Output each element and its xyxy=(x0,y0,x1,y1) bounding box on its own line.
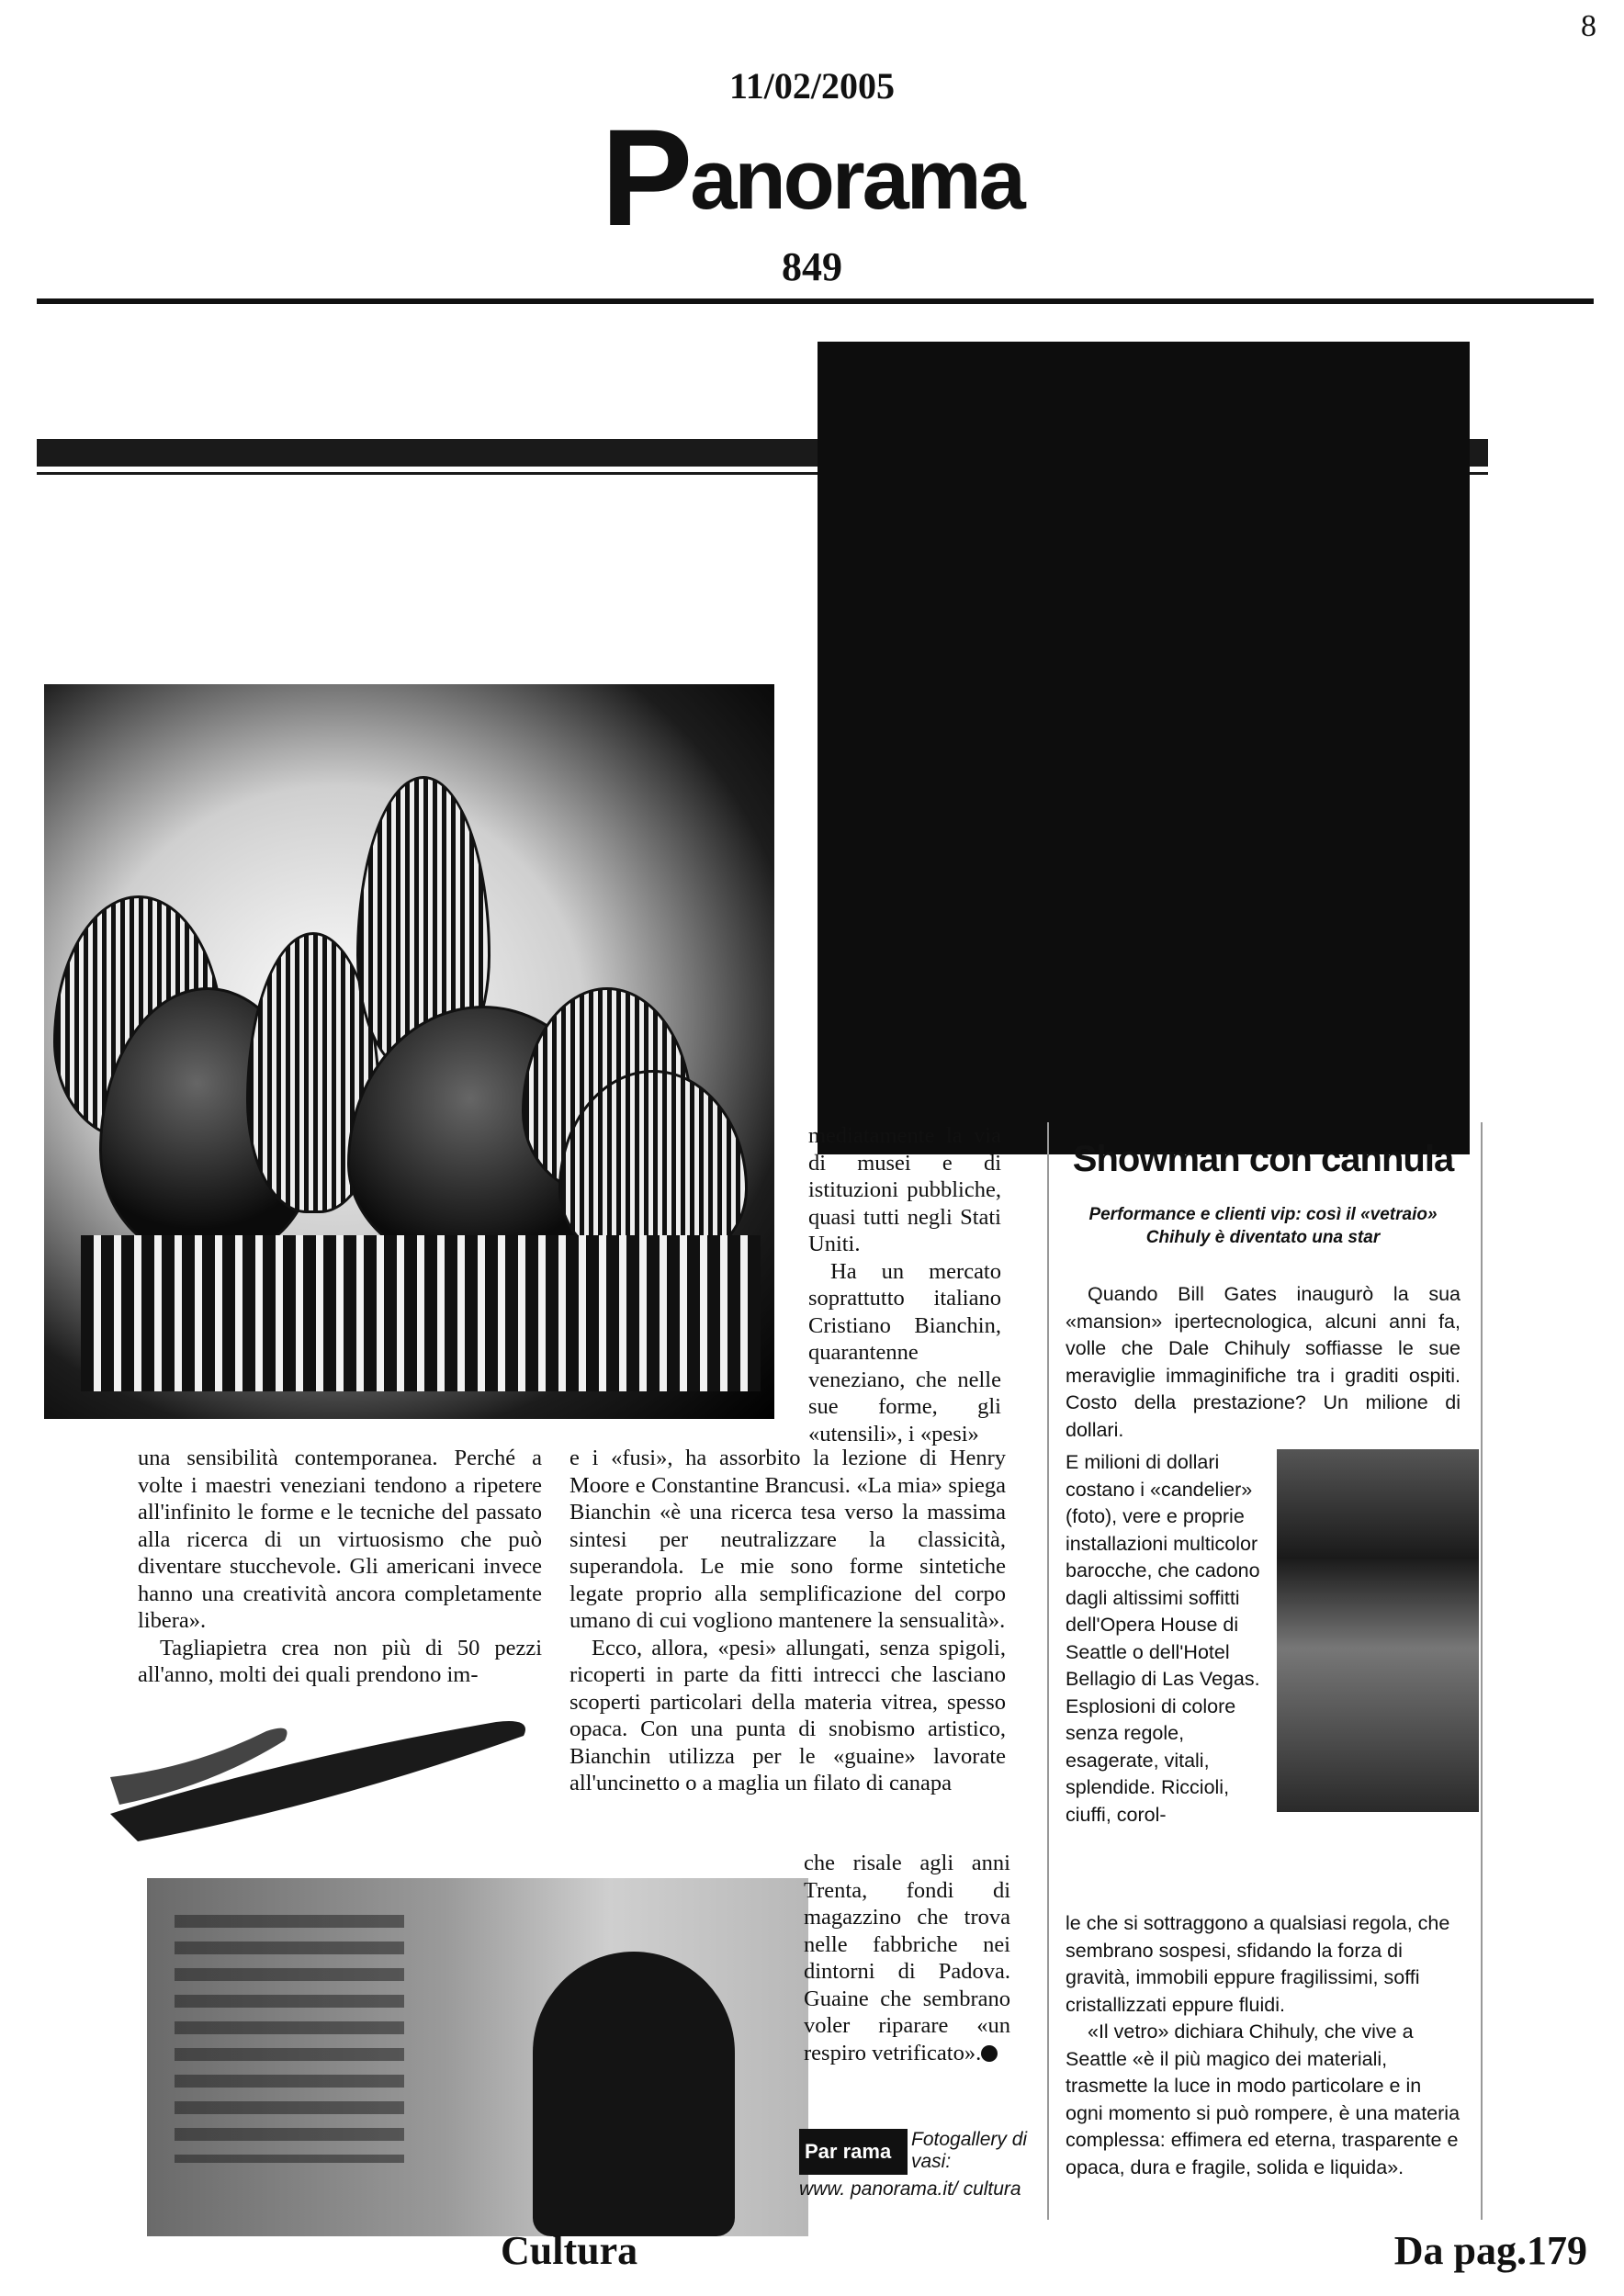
glass-object-illustration xyxy=(55,1704,570,1855)
logo-initial: P xyxy=(601,100,691,254)
glass-tool-photo xyxy=(55,1704,570,1855)
striped-vases-photo xyxy=(44,684,774,1419)
magazine-logo xyxy=(0,100,1624,254)
dark-vases-photo xyxy=(818,342,1470,1154)
paragraph: Tagliapietra crea non più di 50 pezzi all'anno, molti dei quali prendono im- xyxy=(138,1635,542,1687)
sidebar-paragraph xyxy=(1066,1281,1460,1444)
person-silhouette xyxy=(533,1952,735,2236)
photo-caption-blurred xyxy=(175,1915,404,2163)
sidebar-paragraph-narrow xyxy=(1066,1449,1263,1829)
logo-rest: anorama xyxy=(690,133,1023,227)
continued-from: Da pag.179 xyxy=(1393,2228,1587,2273)
paragraph: una sensibilità contemporanea. Perché a volte i maestri veneziani tendono a ripetere all'infinito le forme e le tecniche del passato alla ricerca di un virtuosismo che può diventare stucchevole. Gli americani invece hanno una creatività ancora completamente libera». xyxy=(138,1446,542,1633)
publication-date: 11/02/2005 xyxy=(728,65,896,107)
paragraph: Ecco, allora, «pesi» allungati, senza spigoli, ricoperti in parte da fitti intrecci che lasciano scoperti particolari della materia vitrea, spesso opaca. Con una punta di snobismo artistico, Bianchin utilizza per le «guaine» lavorate all'uncinetto o a maglia un filato di canapa xyxy=(570,1635,1006,1795)
paragraph: mediatamente la via di musei e di istituzioni pubbliche, quasi tutti negli Stati Uniti. xyxy=(808,1123,1001,1256)
article-column-2-top xyxy=(808,1122,1001,1447)
article-column-2 xyxy=(570,1445,1006,1797)
panorama-credit-logo: Par rama xyxy=(799,2129,908,2175)
credit-link[interactable]: www. panorama.it/ cultura xyxy=(799,2178,1021,2200)
paragraph: «Il vetro» dichiara Chihuly, che vive a Seattle «è il più magico dei materiali, trasmette la luce in modo particolare e in ogni momento si può rompere, è una materia complessa: effimera ed eterna, trasparente e opaca, dura e fragile, solida e liquida». xyxy=(1066,2020,1460,2178)
artist-portrait-photo xyxy=(147,1878,808,2236)
chandelier-photo xyxy=(1277,1449,1479,1812)
sidebar-title: Showman con cannula xyxy=(1072,1139,1454,1179)
sidebar-paragraph xyxy=(1066,1910,1460,2181)
article-column-1 xyxy=(138,1445,542,1689)
fringe-pattern xyxy=(81,1235,761,1391)
paragraph: e i «fusi», ha assorbito la lezione di Henry Moore e Constantine Brancusi. «La mia» spiega Bianchin «è una ricerca tesa verso la massima sintesi per neutralizzare la classicità, superandola. Le mie sono forme sintetiche legate proprio alla semplificazione del corpo umano di cui vogliono mantenere la sensualità». xyxy=(570,1446,1006,1633)
sidebar-subtitle: Performance e clienti vip: così il «vetraio» Chihuly è diventato una star xyxy=(1088,1205,1438,1247)
section-label: Cultura xyxy=(501,2228,638,2273)
paragraph: che risale agli anni Trenta, fondi di magazzino che trova nelle fabbriche nei dintorni di Padova. Guaine che sembrano voler riparare «un respiro vetrificato». xyxy=(804,1851,1010,2065)
end-bullet xyxy=(981,2045,998,2062)
page-number: 8 xyxy=(1581,9,1596,43)
paragraph: le che si sottraggono a qualsiasi regola, che sembrano sospesi, sfidando la forza di gravità, immobili eppure fragilissimi, soffi cristallizzati eppure fluidi. xyxy=(1066,1912,1450,2016)
paragraph: E milioni di dollari costano i «candelier» (foto), vere e proprie installazioni multicolor barocche, che cadono dagli altissimi soffitti dell'Opera House di Seattle o dell'Hotel Bellagio di Las Vegas. Esplosioni di colore senza regole, esagerate, vitali, splendide. Riccioli, ciuffi, corol- xyxy=(1066,1451,1260,1826)
header-rule xyxy=(37,298,1594,304)
credit-text: Fotogallery di vasi: xyxy=(911,2129,1028,2172)
paragraph: Ha un mercato soprattutto italiano Cristiano Bianchin, quarantenne veneziano, che nelle sue forme, gli «utensili», i «pesi» xyxy=(808,1258,1001,1446)
article-column-2-bottom xyxy=(804,1850,1010,2066)
paragraph: Quando Bill Gates inaugurò la sua «mansion» ipertecnologica, alcuni anni fa, volle che Dale Chihuly soffiasse le sue meraviglie immaginifiche tra i graditi ospiti. Costo della prestazione? Un milione di dollari. xyxy=(1066,1283,1460,1441)
issue-number: 849 xyxy=(782,244,842,289)
